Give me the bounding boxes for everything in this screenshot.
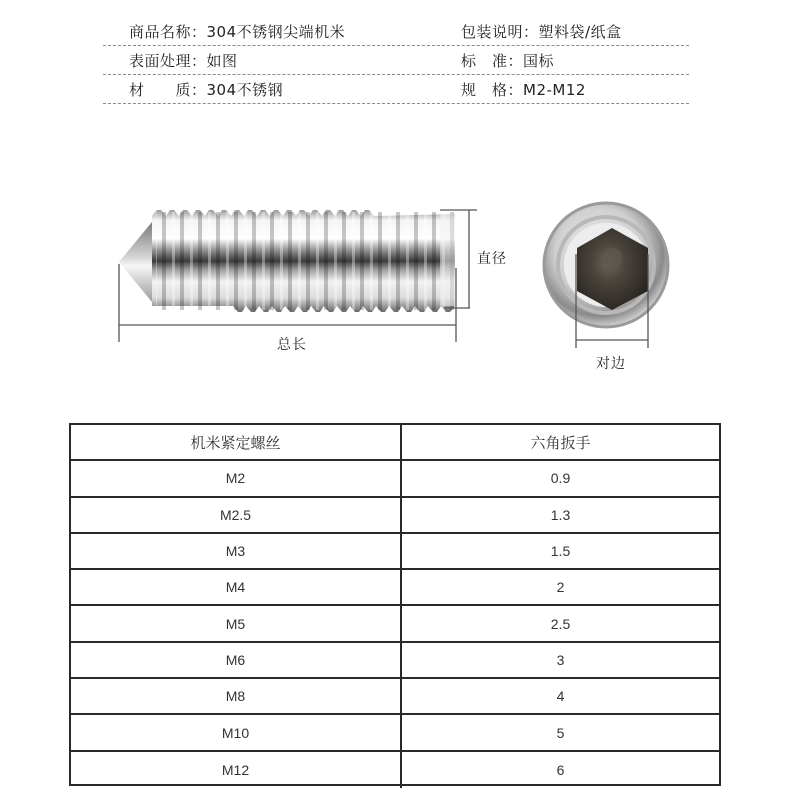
wrench-size-cell: 5 <box>556 724 565 741</box>
spec-surface-treatment: 表面处理：如图 <box>129 52 238 70</box>
screw-size-cell: M8 <box>71 679 402 713</box>
screw-size-cell: M3 <box>71 534 402 568</box>
table-row <box>71 461 719 497</box>
screw-size-cell: M6 <box>71 643 402 677</box>
table-row <box>71 715 719 751</box>
header-hex-wrench: 六角扳手 <box>530 433 591 452</box>
table-row <box>71 534 719 570</box>
screw-size-cell: M2 <box>71 461 402 495</box>
wrench-size-cell: 6 <box>556 761 565 778</box>
wrench-size-cell: 2.5 <box>550 615 571 632</box>
wrench-size-cell: 2 <box>556 579 565 596</box>
screw-size-cell: M2.5 <box>71 498 402 532</box>
table-row <box>71 643 719 679</box>
spec-size-range: 规 格：M2-M12 <box>461 81 586 99</box>
spec-packaging: 包装说明：塑料袋/纸盒 <box>461 23 622 41</box>
screw-size-cell: M4 <box>71 570 402 604</box>
diameter-label: 直径 <box>477 251 507 267</box>
table-header-row <box>71 425 719 461</box>
screw-end-view <box>544 203 668 327</box>
wrench-size-cell: 0.9 <box>550 470 571 487</box>
spec-material: 材 质：304不锈钢 <box>129 81 284 99</box>
screw-size-cell: M5 <box>71 606 402 640</box>
screw-size-cell: M12 <box>71 752 402 788</box>
wrench-size-cell: 1.5 <box>550 543 571 560</box>
table-row <box>71 498 719 534</box>
length-label: 总长 <box>277 337 307 353</box>
header-screw-size: 机米紧定螺丝 <box>71 425 402 459</box>
wrench-size-cell: 3 <box>556 651 565 668</box>
wrench-size-cell: 1.3 <box>550 506 571 523</box>
table-row <box>71 752 719 788</box>
table-row <box>71 606 719 642</box>
table-row <box>71 570 719 606</box>
screw-side-view <box>119 210 455 312</box>
across-flats-label: 对边 <box>596 356 626 372</box>
wrench-size-cell: 4 <box>556 688 565 705</box>
table-row <box>71 679 719 715</box>
screw-size-cell: M10 <box>71 715 402 749</box>
spec-standard: 标 准：国标 <box>461 52 555 70</box>
spec-product-name: 商品名称：304不锈钢尖端机米 <box>129 23 346 41</box>
size-wrench-table <box>69 423 721 786</box>
